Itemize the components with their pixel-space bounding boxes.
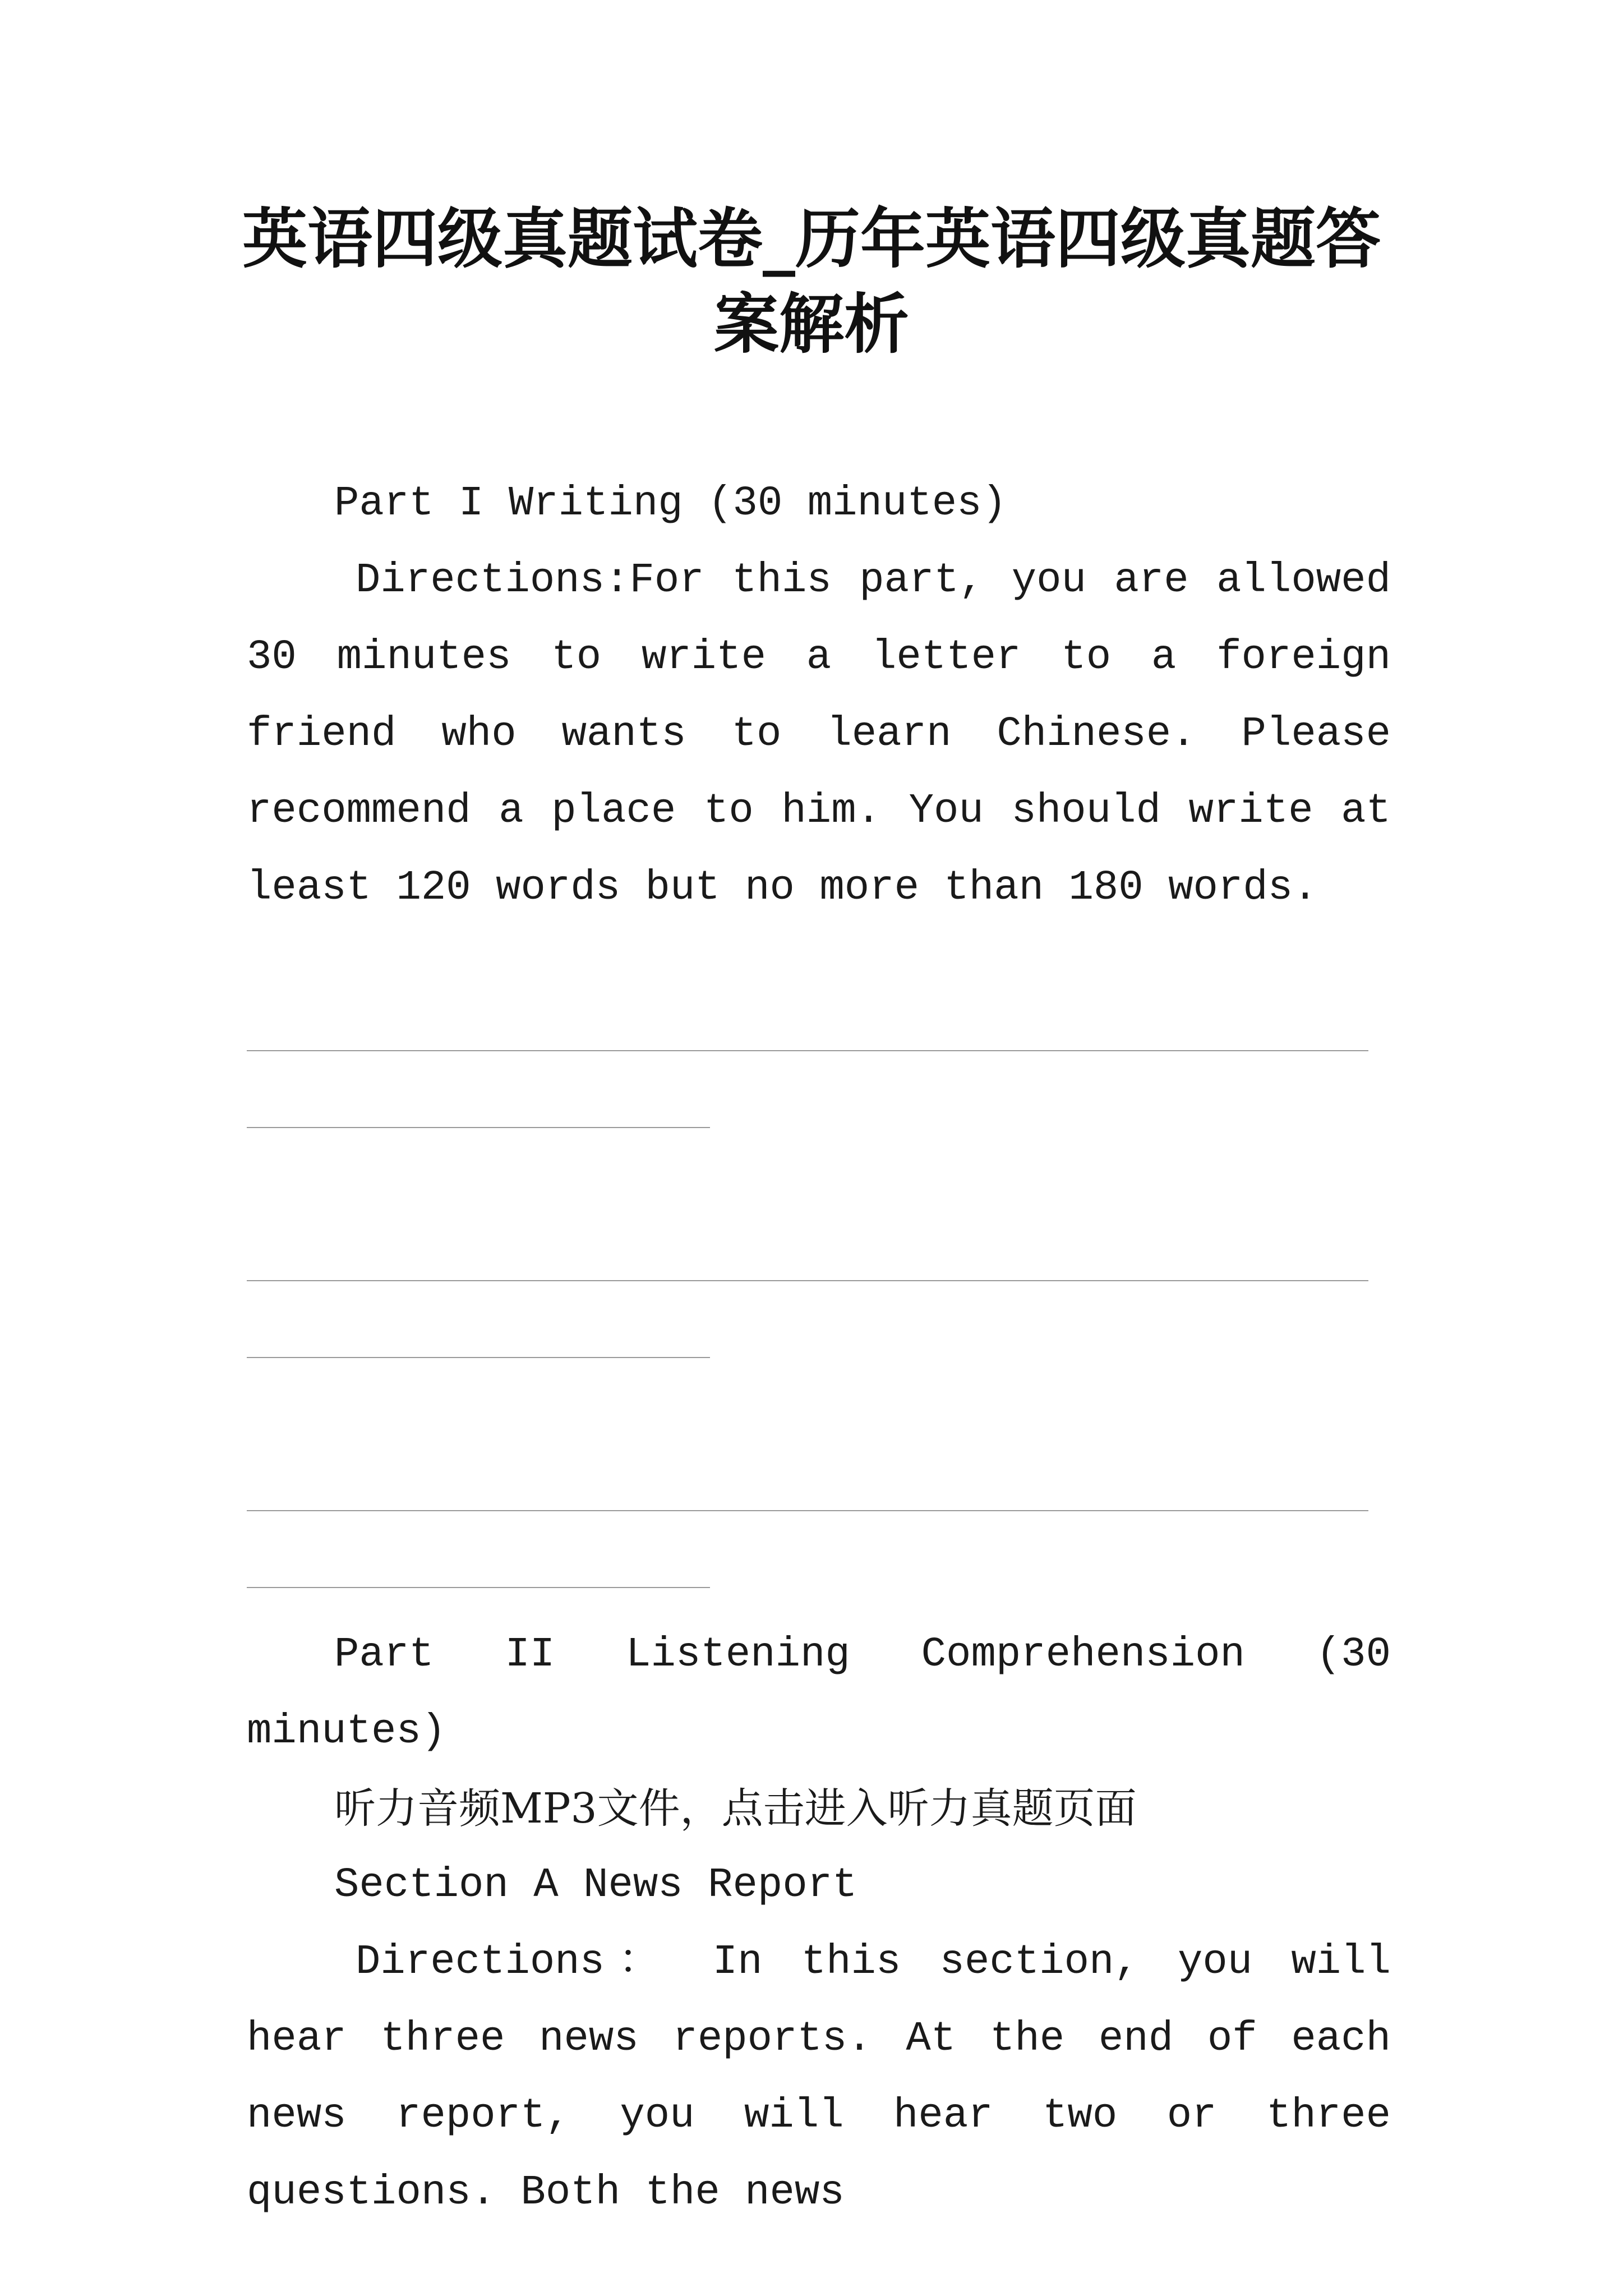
- answer-line: [247, 1280, 1368, 1281]
- document-title: 英语四级真题试卷_历年英语四级真题答案解析: [242, 201, 1381, 362]
- part1-heading: Part I Writing (30 minutes): [334, 480, 1007, 527]
- document-body: [247, 466, 1391, 2231]
- answer-line: [247, 1127, 710, 1128]
- section-a-heading: Section A News Report: [334, 1862, 857, 1909]
- part1-directions: Directions:For this part, you are allowed 30 minutes to write a letter to a foreign friend who wants to learn Chinese. Please recommend a place to him. You should write at least 120 words but no more than 180 words.: [247, 557, 1391, 912]
- part2-heading: Part II Listening Comprehension (30 minutes): [247, 1631, 1391, 1755]
- answer-line: [247, 1587, 710, 1588]
- audio-link[interactable]: 听力音频MP3文件，点击进入听力真题页面: [334, 1784, 1137, 1833]
- section-a-directions: Directions： In this section, you will hear three news reports. At the end of each news report, you will hear two or three questions. Both the news: [247, 1939, 1391, 2216]
- answer-lines-3: [247, 1387, 1391, 1617]
- answer-lines-1: [247, 927, 1391, 1157]
- answer-lines-2: [247, 1157, 1391, 1387]
- answer-line: [247, 1050, 1368, 1051]
- answer-line: [247, 1510, 1368, 1511]
- answer-line: [247, 1357, 710, 1358]
